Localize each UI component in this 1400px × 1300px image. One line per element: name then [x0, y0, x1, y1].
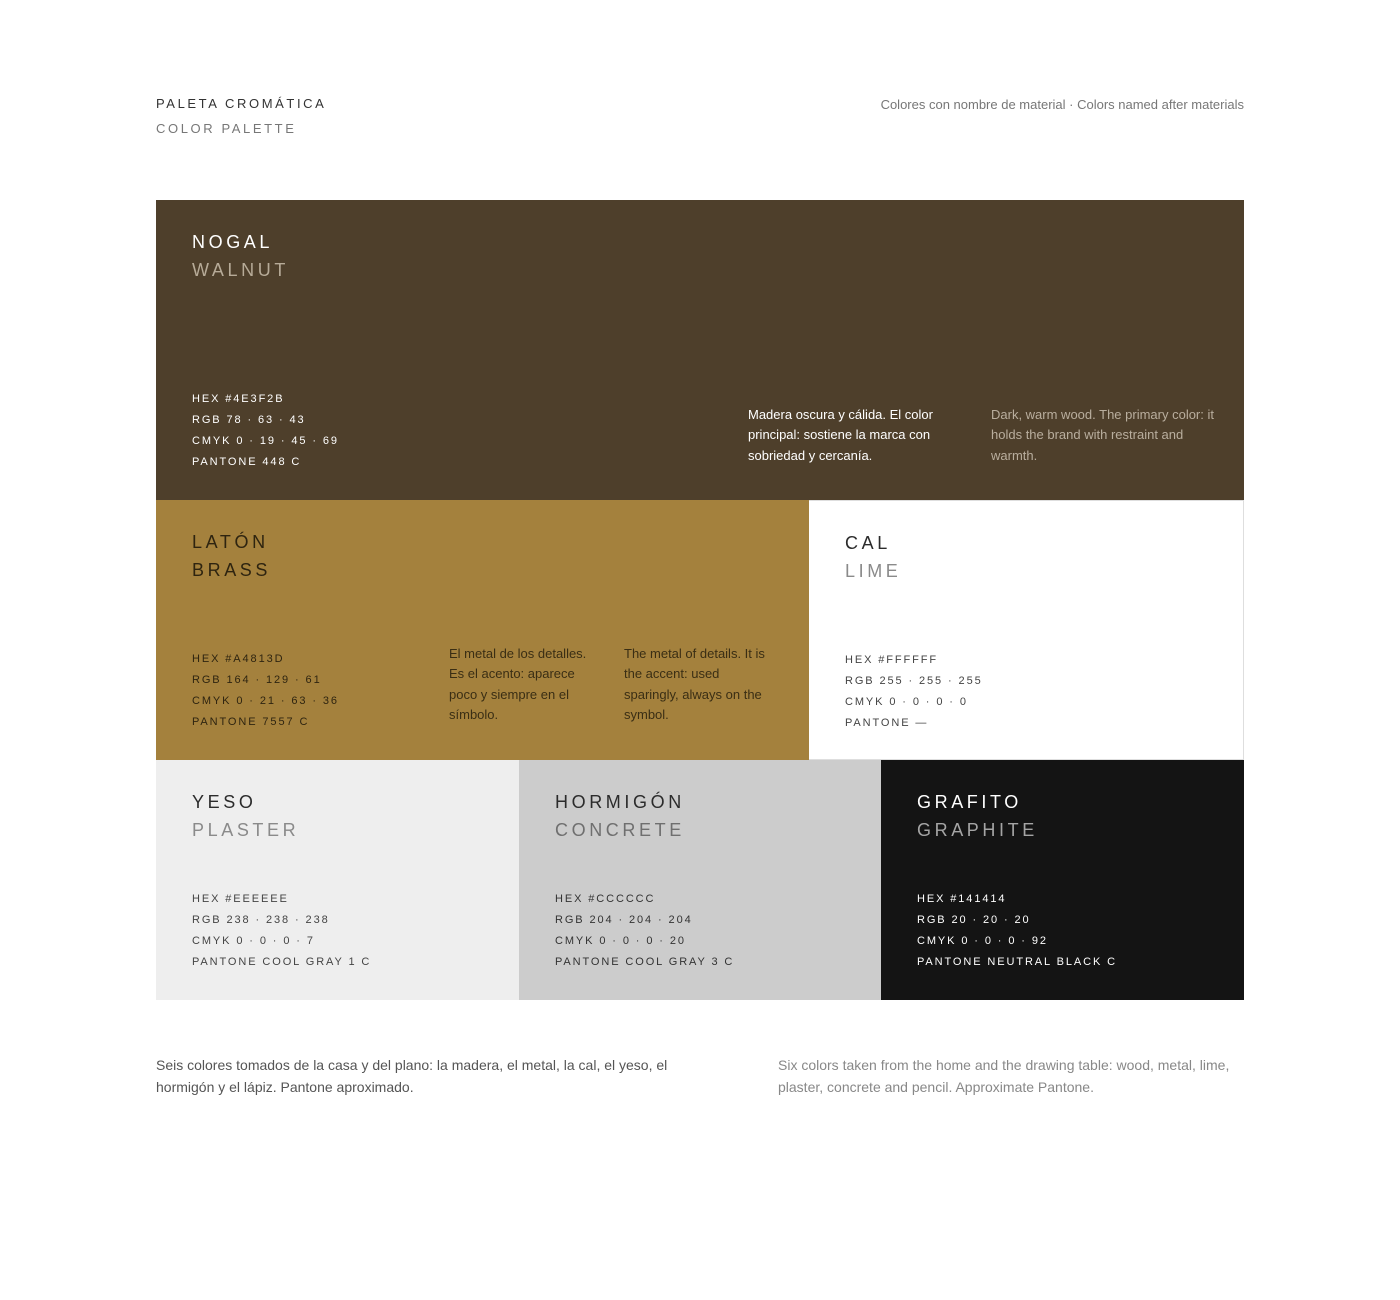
color-name-es: LATÓN — [192, 532, 269, 552]
color-name-es: GRAFITO — [917, 792, 1022, 812]
rgb-value: RGB 204 · 204 · 204 — [555, 914, 693, 926]
pantone-value: PANTONE 7557 C — [192, 716, 310, 728]
hex-value: HEX #4E3F2B — [192, 393, 285, 405]
page-title-es: PALETA CROMÁTICA — [156, 96, 327, 111]
color-specs — [192, 889, 371, 973]
rgb-value: RGB 20 · 20 · 20 — [917, 914, 1031, 926]
swatch-walnut — [156, 200, 1244, 500]
rgb-value: RGB 78 · 63 · 43 — [192, 414, 306, 426]
pantone-value: PANTONE — — [845, 717, 929, 729]
page-subtitle: Colores con nombre de material · Colors named after materials — [880, 97, 1244, 112]
color-description-es: El metal de los detalles. Es el acento: aparece poco y siempre en el símbolo. — [449, 646, 587, 722]
color-specs — [917, 889, 1117, 973]
hex-value: HEX #A4813D — [192, 653, 285, 665]
pantone-value: PANTONE NEUTRAL BLACK C — [917, 956, 1117, 968]
pantone-value: PANTONE 448 C — [192, 456, 302, 468]
color-description-en: The metal of details. It is the accent: used sparingly, always on the symbol. — [624, 646, 765, 722]
cmyk-value: CMYK 0 · 0 · 0 · 0 — [845, 696, 968, 708]
color-name-es: NOGAL — [192, 232, 274, 252]
hex-value: HEX #FFFFFF — [845, 654, 939, 666]
color-name-en: PLASTER — [192, 820, 300, 840]
palette-header — [156, 96, 1244, 146]
color-name-es: YESO — [192, 792, 257, 812]
cmyk-value: CMYK 0 · 19 · 45 · 69 — [192, 435, 339, 447]
rgb-value: RGB 164 · 129 · 61 — [192, 674, 322, 686]
color-specs — [192, 389, 339, 473]
color-description-es: Madera oscura y cálida. El color principal: sostiene la marca con sobriedad y cercanía. — [748, 407, 933, 463]
color-description-en: Dark, warm wood. The primary color: it holds the brand with restraint and warmth. — [991, 407, 1214, 463]
swatch-lime — [809, 500, 1244, 760]
cmyk-value: CMYK 0 · 0 · 0 · 92 — [917, 935, 1048, 947]
color-name-en: CONCRETE — [555, 820, 685, 840]
color-specs — [555, 889, 734, 973]
hex-value: HEX #EEEEEE — [192, 893, 289, 905]
color-name-es: CAL — [845, 533, 891, 553]
swatch-brass — [156, 500, 809, 760]
color-specs — [845, 650, 983, 734]
cmyk-value: CMYK 0 · 21 · 63 · 36 — [192, 695, 339, 707]
color-name-en: BRASS — [192, 560, 272, 580]
color-name-en: GRAPHITE — [917, 820, 1038, 840]
color-name-es: HORMIGÓN — [555, 792, 685, 812]
pantone-value: PANTONE COOL GRAY 1 C — [192, 956, 372, 968]
color-name-en: LIME — [845, 561, 902, 581]
swatch-graphite — [881, 760, 1244, 1000]
footer-note-es: Seis colores tomados de la casa y del plano: la madera, el metal, la cal, el yeso, el hormigón y el lápiz. Pantone aproximado. — [156, 1057, 668, 1095]
swatch-concrete — [519, 760, 881, 1000]
hex-value: HEX #CCCCCC — [555, 893, 656, 905]
color-name-en: WALNUT — [192, 260, 289, 280]
page-title-en: COLOR PALETTE — [156, 121, 297, 136]
cmyk-value: CMYK 0 · 0 · 0 · 7 — [192, 935, 315, 947]
color-specs — [192, 649, 339, 733]
hex-value: HEX #141414 — [917, 893, 1007, 905]
swatch-plaster — [156, 760, 519, 1000]
pantone-value: PANTONE COOL GRAY 3 C — [555, 956, 735, 968]
rgb-value: RGB 238 · 238 · 238 — [192, 914, 330, 926]
footer-note-en: Six colors taken from the home and the drawing table: wood, metal, lime, plaster, concrete and pencil. Approximate Pantone. — [778, 1057, 1230, 1095]
rgb-value: RGB 255 · 255 · 255 — [845, 675, 983, 687]
cmyk-value: CMYK 0 · 0 · 0 · 20 — [555, 935, 686, 947]
